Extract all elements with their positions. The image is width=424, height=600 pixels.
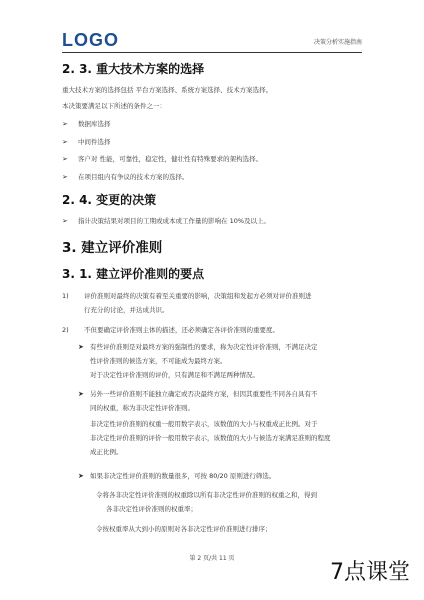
item-number: 2) bbox=[62, 326, 69, 334]
arrow-bullet-icon: ➢ bbox=[62, 173, 68, 181]
list-item-text: 在项目组内有争议的技术方案的选择。 bbox=[78, 173, 189, 181]
triangle-bullet-icon: ➤ bbox=[78, 390, 84, 398]
section-3-heading: 3. 建立评价准则 bbox=[62, 240, 163, 256]
item-text: 行充分的讨论，并达成共识。 bbox=[84, 306, 169, 314]
item-number: 1) bbox=[62, 292, 69, 300]
bullet-text: 如果非决定性评价准则的数量很多，可按 80/20 原则进行筛选。 bbox=[90, 472, 276, 480]
list-item-text: 客户对 性能，可靠性，稳定性，健壮性有特殊要求的架构选择。 bbox=[78, 155, 263, 163]
s23-intro-1: 重大技术方案的选择包括 平台方案选择、系统方案选择、技术方案选择。 bbox=[62, 86, 273, 94]
s23-intro-2: 本决策要满足以下所述的条件之一： bbox=[62, 102, 166, 110]
sub-bullet-3 bbox=[78, 471, 362, 481]
list-item bbox=[62, 172, 362, 182]
bullet-text: 另外一些评价准则不能独立确定或否决最终方案，但因其重要性不同各自具有不 bbox=[90, 390, 318, 398]
item-text: 不但要确定评价准则主体的描述，还必须确定各评价准则的重要度。 bbox=[84, 326, 279, 334]
page-header bbox=[62, 30, 362, 53]
arrow-bullet-icon: ➢ bbox=[62, 138, 68, 146]
numbered-item-2 bbox=[62, 325, 362, 335]
sub-sub-item-2 bbox=[96, 524, 362, 534]
bullet-text: 对于决定性评价准则的评价，只有满足和不满足两种情况。 bbox=[90, 371, 259, 379]
bullet-text: 有些评价准则是对最终方案的强制性的要求，称为决定性评价准则，不满足决定 bbox=[90, 343, 318, 351]
sub-item-text: 令将各非决定性评价准则的权重除以所有非决定性评价准则的权重之和，得到 bbox=[96, 491, 317, 499]
document-title: 决策分析实施指南 bbox=[313, 39, 362, 46]
list-item-text: 指计决策结果对项目的工期或成本或工作量的影响在 10%及以上。 bbox=[78, 217, 271, 225]
sub-item-text: 各非决定性评价准则的权重率； bbox=[106, 505, 197, 513]
arrow-bullet-icon: ➢ bbox=[62, 120, 68, 128]
numbered-item-1 bbox=[62, 291, 362, 315]
watermark-logo: 7点课堂 bbox=[330, 560, 410, 585]
item-text: 评价准则对最终的决策有着至关重要的影响，决策组和发起方必须对评价准则进 bbox=[84, 292, 312, 300]
list-item bbox=[62, 216, 362, 226]
list-item bbox=[62, 119, 362, 129]
list-item bbox=[62, 137, 362, 147]
list-item-text: 数据库选择 bbox=[78, 120, 111, 128]
bullet-text: 成正比例。 bbox=[90, 448, 123, 456]
sub-bullet-2 bbox=[78, 389, 362, 457]
sub-sub-item-1 bbox=[96, 490, 362, 514]
list-item bbox=[62, 154, 362, 164]
bullet-text: 性评价准则的候选方案，不可能成为最终方案。 bbox=[90, 357, 227, 365]
section-2-4-heading: 2. 4. 变更的决策 bbox=[62, 193, 157, 207]
logo: LOGO bbox=[62, 30, 119, 50]
triangle-bullet-icon: ➤ bbox=[78, 472, 84, 480]
page-footer: 第 2 页/共 11 页 bbox=[189, 555, 235, 562]
triangle-bullet-icon: ➤ bbox=[78, 343, 84, 351]
section-2-3-heading: 2. 3. 重大技术方案的选择 bbox=[62, 62, 205, 76]
list-item-text: 中间件选择 bbox=[78, 138, 111, 146]
bullet-text: 同的权重，称为非决定性评价准则。 bbox=[90, 404, 194, 412]
section-3-1-heading: 3. 1. 建立评价准则的要点 bbox=[62, 267, 205, 281]
sub-bullet-1 bbox=[78, 342, 362, 380]
bullet-text: 非决定性评价准则的权重一般用数字表示，该数值的大小与权重成正比例。对于 bbox=[90, 420, 318, 428]
sub-item-text: 令按权重率从大到小的原则对各非决定性评价准则进行排序； bbox=[96, 525, 272, 533]
arrow-bullet-icon: ➢ bbox=[62, 217, 68, 225]
bullet-text: 非决定性评价准则的评价一般用数字表示，该数值的大小与候选方案满足准则的程度 bbox=[90, 434, 331, 442]
arrow-bullet-icon: ➢ bbox=[62, 155, 68, 163]
